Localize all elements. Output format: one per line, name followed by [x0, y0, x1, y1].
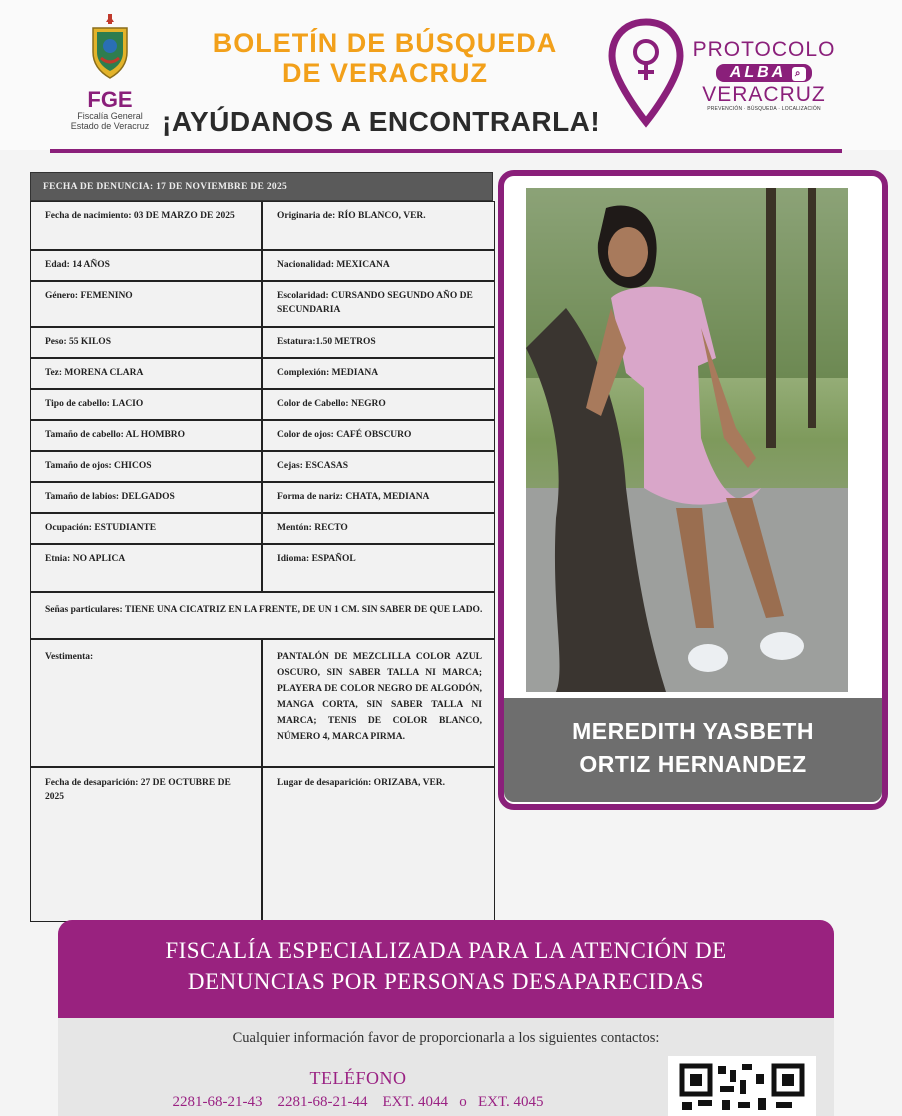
disappearance-date-cell: Fecha de desaparición: 27 DE OCTUBRE DE 2025 — [30, 767, 262, 922]
protocol-alba-logo — [684, 38, 844, 112]
phone-numbers: 2281-68-21-43 2281-68-21-44 EXT. 4044 o EXT. 4045 — [172, 1094, 544, 1110]
report-date-header: FECHA DE DENUNCIA: 17 DE NOVIEMBRE DE 2025 — [30, 172, 493, 201]
table-cell-left: Tipo de cabello: LACIO — [30, 389, 262, 420]
table-cell-right: Mentón: RECTO — [262, 513, 495, 544]
clothing-text-cell: PANTALÓN DE MEZCLILLA COLOR AZUL OSCURO, SIN SABER TALLA NI MARCA; PLAYERA DE COLOR NEGRO DE ALGODÓN, MANGA CORTA, SIN SABER TALLA NI MARCA; TENIS DE COLOR BLANCO, NÚMERO 4, MARCA PIRMA. — [262, 639, 495, 767]
search-icon: ⌕ — [792, 67, 806, 81]
table-cell-right: Nacionalidad: MEXICANA — [262, 250, 495, 281]
table-cell-right: Forma de nariz: CHATA, MEDIANA — [262, 482, 495, 513]
person-photo — [526, 188, 848, 692]
table-cell-right: Idioma: ESPAÑOL — [262, 544, 495, 592]
table-cell-left: Fecha de nacimiento: 03 DE MARZO DE 2025 — [30, 201, 262, 250]
protocol-word: PROTOCOLO — [692, 38, 836, 61]
coat-of-arms-icon — [85, 14, 135, 80]
bulletin-title-line1: BOLETÍN DE BÚSQUEDA — [212, 28, 558, 58]
bulletin-title-line2: DE VERACRUZ — [281, 58, 488, 88]
contact-intro: Cualquier información favor de proporcionarla a los siguientes contactos: — [232, 1030, 660, 1046]
person-name-line2: ORTIZ HERNANDEZ — [579, 751, 807, 777]
table-cell-right: Escolaridad: CURSANDO SEGUNDO AÑO DE SECUNDARIA — [262, 281, 495, 327]
disappearance-place-cell: Lugar de desaparición: ORIZABA, VER. — [262, 767, 495, 922]
table-cell-right: Color de ojos: CAFÉ OBSCURO — [262, 420, 495, 451]
header-divider — [50, 149, 842, 153]
person-name-line1: MEREDITH YASBETH — [572, 718, 814, 744]
table-cell-right: Originaria de: RÍO BLANCO, VER. — [262, 201, 495, 250]
fge-line2: Estado de Veracruz — [70, 121, 150, 131]
qr-code-icon — [668, 1056, 816, 1116]
table-cell-left: Ocupación: ESTUDIANTE — [30, 513, 262, 544]
fge-logo — [60, 14, 160, 139]
person-name-panel — [504, 698, 882, 802]
fge-acronym: FGE — [87, 87, 133, 112]
table-cell-left: Tez: MORENA CLARA — [30, 358, 262, 389]
veracruz-word: VERACRUZ — [702, 83, 826, 106]
agency-line2: DENUNCIAS POR PERSONAS DESAPARECIDAS — [187, 969, 705, 994]
bulletin-title — [170, 28, 600, 88]
alba-word: ALBA — [729, 64, 787, 81]
table-cell-right: Complexión: MEDIANA — [262, 358, 495, 389]
table-cell-right: Color de Cabello: NEGRO — [262, 389, 495, 420]
agency-banner — [58, 920, 834, 1018]
fge-line1: Fiscalía General — [77, 111, 143, 121]
agency-line1: FISCALÍA ESPECIALIZADA PARA LA ATENCIÓN DE — [165, 938, 727, 963]
table-cell-left: Edad: 14 AÑOS — [30, 250, 262, 281]
table-cell-left: Etnia: NO APLICA — [30, 544, 262, 592]
table-cell-left: Tamaño de cabello: AL HOMBRO — [30, 420, 262, 451]
table-cell-left: Peso: 55 KILOS — [30, 327, 262, 358]
table-cell-right: Cejas: ESCASAS — [262, 451, 495, 482]
table-cell-left: Género: FEMENINO — [30, 281, 262, 327]
table-cell-left: Tamaño de ojos: CHICOS — [30, 451, 262, 482]
table-cell-right: Estatura:1.50 METROS — [262, 327, 495, 358]
protocol-tagline: PREVENCIÓN · BÚSQUEDA · LOCALIZACIÓN — [707, 106, 821, 112]
clothing-label-cell: Vestimenta: — [30, 639, 262, 767]
alba-pill — [716, 64, 812, 82]
help-find-heading: ¡AYÚDANOS A ENCONTRARLA! — [162, 106, 601, 137]
phone-label: TELÉFONO — [309, 1068, 407, 1088]
table-cell-left: Tamaño de labios: DELGADOS — [30, 482, 262, 513]
distinctive-marks-cell: Señas particulares: TIENE UNA CICATRIZ EN LA FRENTE, DE UN 1 CM. SIN SABER DE QUE LADO. — [30, 592, 495, 639]
